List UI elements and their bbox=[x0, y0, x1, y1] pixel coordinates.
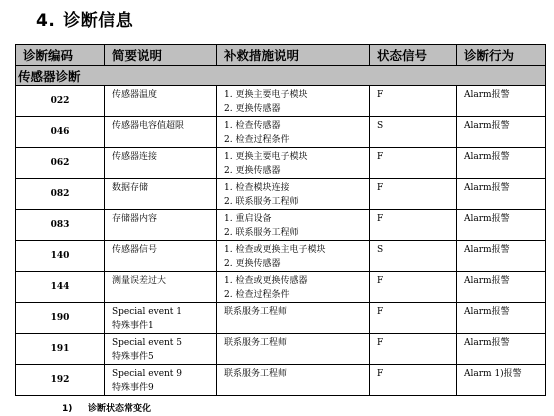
cell-description bbox=[105, 365, 217, 396]
cell-remedy-line: 1. 更换主要电子模块 bbox=[224, 152, 308, 162]
cell-description bbox=[105, 179, 217, 210]
cell-description-line: Special event 5 bbox=[112, 338, 183, 348]
cell-status-signal: F bbox=[370, 365, 457, 396]
cell-remedy-line: 联系服务工程师 bbox=[224, 338, 288, 348]
cell-remedy-line: 1. 重启设备 bbox=[224, 214, 272, 224]
table-row bbox=[16, 148, 546, 179]
cell-description-line: Special event 1 bbox=[112, 307, 183, 317]
cell-code: 062 bbox=[16, 148, 105, 179]
table-row bbox=[16, 179, 546, 210]
cell-description-line: 测量误差过大 bbox=[112, 276, 167, 286]
cell-remedy bbox=[217, 210, 370, 241]
table-row bbox=[16, 272, 546, 303]
header-code: 诊断编码 bbox=[16, 45, 105, 66]
cell-description-line: 传感器电容值超限 bbox=[112, 121, 185, 131]
cell-remedy-line: 1. 检查或更换传感器 bbox=[224, 276, 308, 286]
cell-remedy bbox=[217, 148, 370, 179]
cell-remedy bbox=[217, 334, 370, 365]
cell-behavior: Alarm报警 bbox=[457, 241, 546, 272]
cell-behavior: Alarm报警 bbox=[457, 210, 546, 241]
section-heading bbox=[36, 6, 133, 31]
cell-behavior: Alarm报警 bbox=[457, 303, 546, 334]
cell-description-line: 特殊事件5 bbox=[112, 352, 154, 362]
table-row bbox=[16, 117, 546, 148]
table-row bbox=[16, 365, 546, 396]
table-row bbox=[16, 210, 546, 241]
cell-description-line: 特殊事件9 bbox=[112, 383, 154, 393]
cell-remedy bbox=[217, 272, 370, 303]
table-header-row bbox=[16, 45, 546, 66]
cell-description bbox=[105, 148, 217, 179]
cell-remedy-line: 联系服务工程师 bbox=[224, 369, 288, 379]
footnote-marker: 1) bbox=[62, 404, 73, 414]
cell-remedy-line: 2. 更换传感器 bbox=[224, 166, 281, 176]
cell-description bbox=[105, 272, 217, 303]
cell-remedy bbox=[217, 303, 370, 334]
cell-code: 191 bbox=[16, 334, 105, 365]
cell-remedy-line: 1. 检查或更换主电子模块 bbox=[224, 245, 326, 255]
cell-description-line: 存储器内容 bbox=[112, 214, 158, 224]
cell-remedy bbox=[217, 179, 370, 210]
cell-remedy-line: 2. 联系服务工程师 bbox=[224, 228, 299, 238]
cell-behavior: Alarm报警 bbox=[457, 117, 546, 148]
cell-remedy-line: 2. 更换传感器 bbox=[224, 104, 281, 114]
cell-remedy bbox=[217, 241, 370, 272]
cell-remedy-line: 1. 检查模块连接 bbox=[224, 183, 290, 193]
table-row bbox=[16, 303, 546, 334]
header-remedy: 补救措施说明 bbox=[217, 45, 370, 66]
cell-description-line: 传感器信号 bbox=[112, 245, 158, 255]
cell-behavior: Alarm报警 bbox=[457, 179, 546, 210]
cell-remedy-line: 2. 检查过程条件 bbox=[224, 135, 290, 145]
cell-behavior: Alarm报警 bbox=[457, 148, 546, 179]
cell-description-line: 特殊事件1 bbox=[112, 321, 154, 331]
cell-remedy bbox=[217, 365, 370, 396]
cell-description bbox=[105, 241, 217, 272]
cell-code: 083 bbox=[16, 210, 105, 241]
cell-description-line: 传感器连接 bbox=[112, 152, 158, 162]
cell-remedy-line: 2. 检查过程条件 bbox=[224, 290, 290, 300]
cell-code: 190 bbox=[16, 303, 105, 334]
cell-status-signal: F bbox=[370, 148, 457, 179]
cell-remedy bbox=[217, 86, 370, 117]
cell-behavior: Alarm 1)报警 bbox=[457, 365, 546, 396]
cell-description-line: Special event 9 bbox=[112, 369, 183, 379]
cell-code: 082 bbox=[16, 179, 105, 210]
cell-remedy-line: 2. 更换传感器 bbox=[224, 259, 281, 269]
cell-status-signal: S bbox=[370, 117, 457, 148]
footnote-text: 诊断状态常变化 bbox=[88, 404, 152, 414]
cell-behavior: Alarm报警 bbox=[457, 86, 546, 117]
cell-status-signal: F bbox=[370, 303, 457, 334]
cell-status-signal: S bbox=[370, 241, 457, 272]
cell-code: 046 bbox=[16, 117, 105, 148]
table-row bbox=[16, 86, 546, 117]
cell-status-signal: F bbox=[370, 272, 457, 303]
diagnostic-table bbox=[15, 44, 546, 396]
footnote bbox=[62, 401, 151, 414]
cell-description bbox=[105, 303, 217, 334]
table-row bbox=[16, 241, 546, 272]
cell-description bbox=[105, 86, 217, 117]
header-behavior: 诊断行为 bbox=[457, 45, 546, 66]
cell-behavior: Alarm报警 bbox=[457, 272, 546, 303]
cell-behavior: Alarm报警 bbox=[457, 334, 546, 365]
cell-code: 022 bbox=[16, 86, 105, 117]
table-row bbox=[16, 334, 546, 365]
cell-code: 144 bbox=[16, 272, 105, 303]
cell-remedy-line: 1. 更换主要电子模块 bbox=[224, 90, 308, 100]
cell-code: 192 bbox=[16, 365, 105, 396]
cell-remedy-line: 1. 检查传感器 bbox=[224, 121, 281, 131]
cell-description-line: 数据存储 bbox=[112, 183, 149, 193]
section-title: 诊断信息 bbox=[63, 11, 134, 31]
cell-remedy bbox=[217, 117, 370, 148]
cell-status-signal: F bbox=[370, 210, 457, 241]
cell-status-signal: F bbox=[370, 334, 457, 365]
group-row bbox=[16, 66, 546, 86]
section-number: 4. bbox=[36, 11, 56, 31]
cell-status-signal: F bbox=[370, 179, 457, 210]
header-status-signal: 状态信号 bbox=[370, 45, 457, 66]
group-title: 传感器诊断 bbox=[16, 66, 546, 86]
header-description: 简要说明 bbox=[105, 45, 217, 66]
cell-description bbox=[105, 210, 217, 241]
cell-remedy-line: 联系服务工程师 bbox=[224, 307, 288, 317]
cell-description bbox=[105, 117, 217, 148]
cell-description bbox=[105, 334, 217, 365]
cell-status-signal: F bbox=[370, 86, 457, 117]
cell-code: 140 bbox=[16, 241, 105, 272]
cell-remedy-line: 2. 联系服务工程师 bbox=[224, 197, 299, 207]
cell-description-line: 传感器温度 bbox=[112, 90, 158, 100]
